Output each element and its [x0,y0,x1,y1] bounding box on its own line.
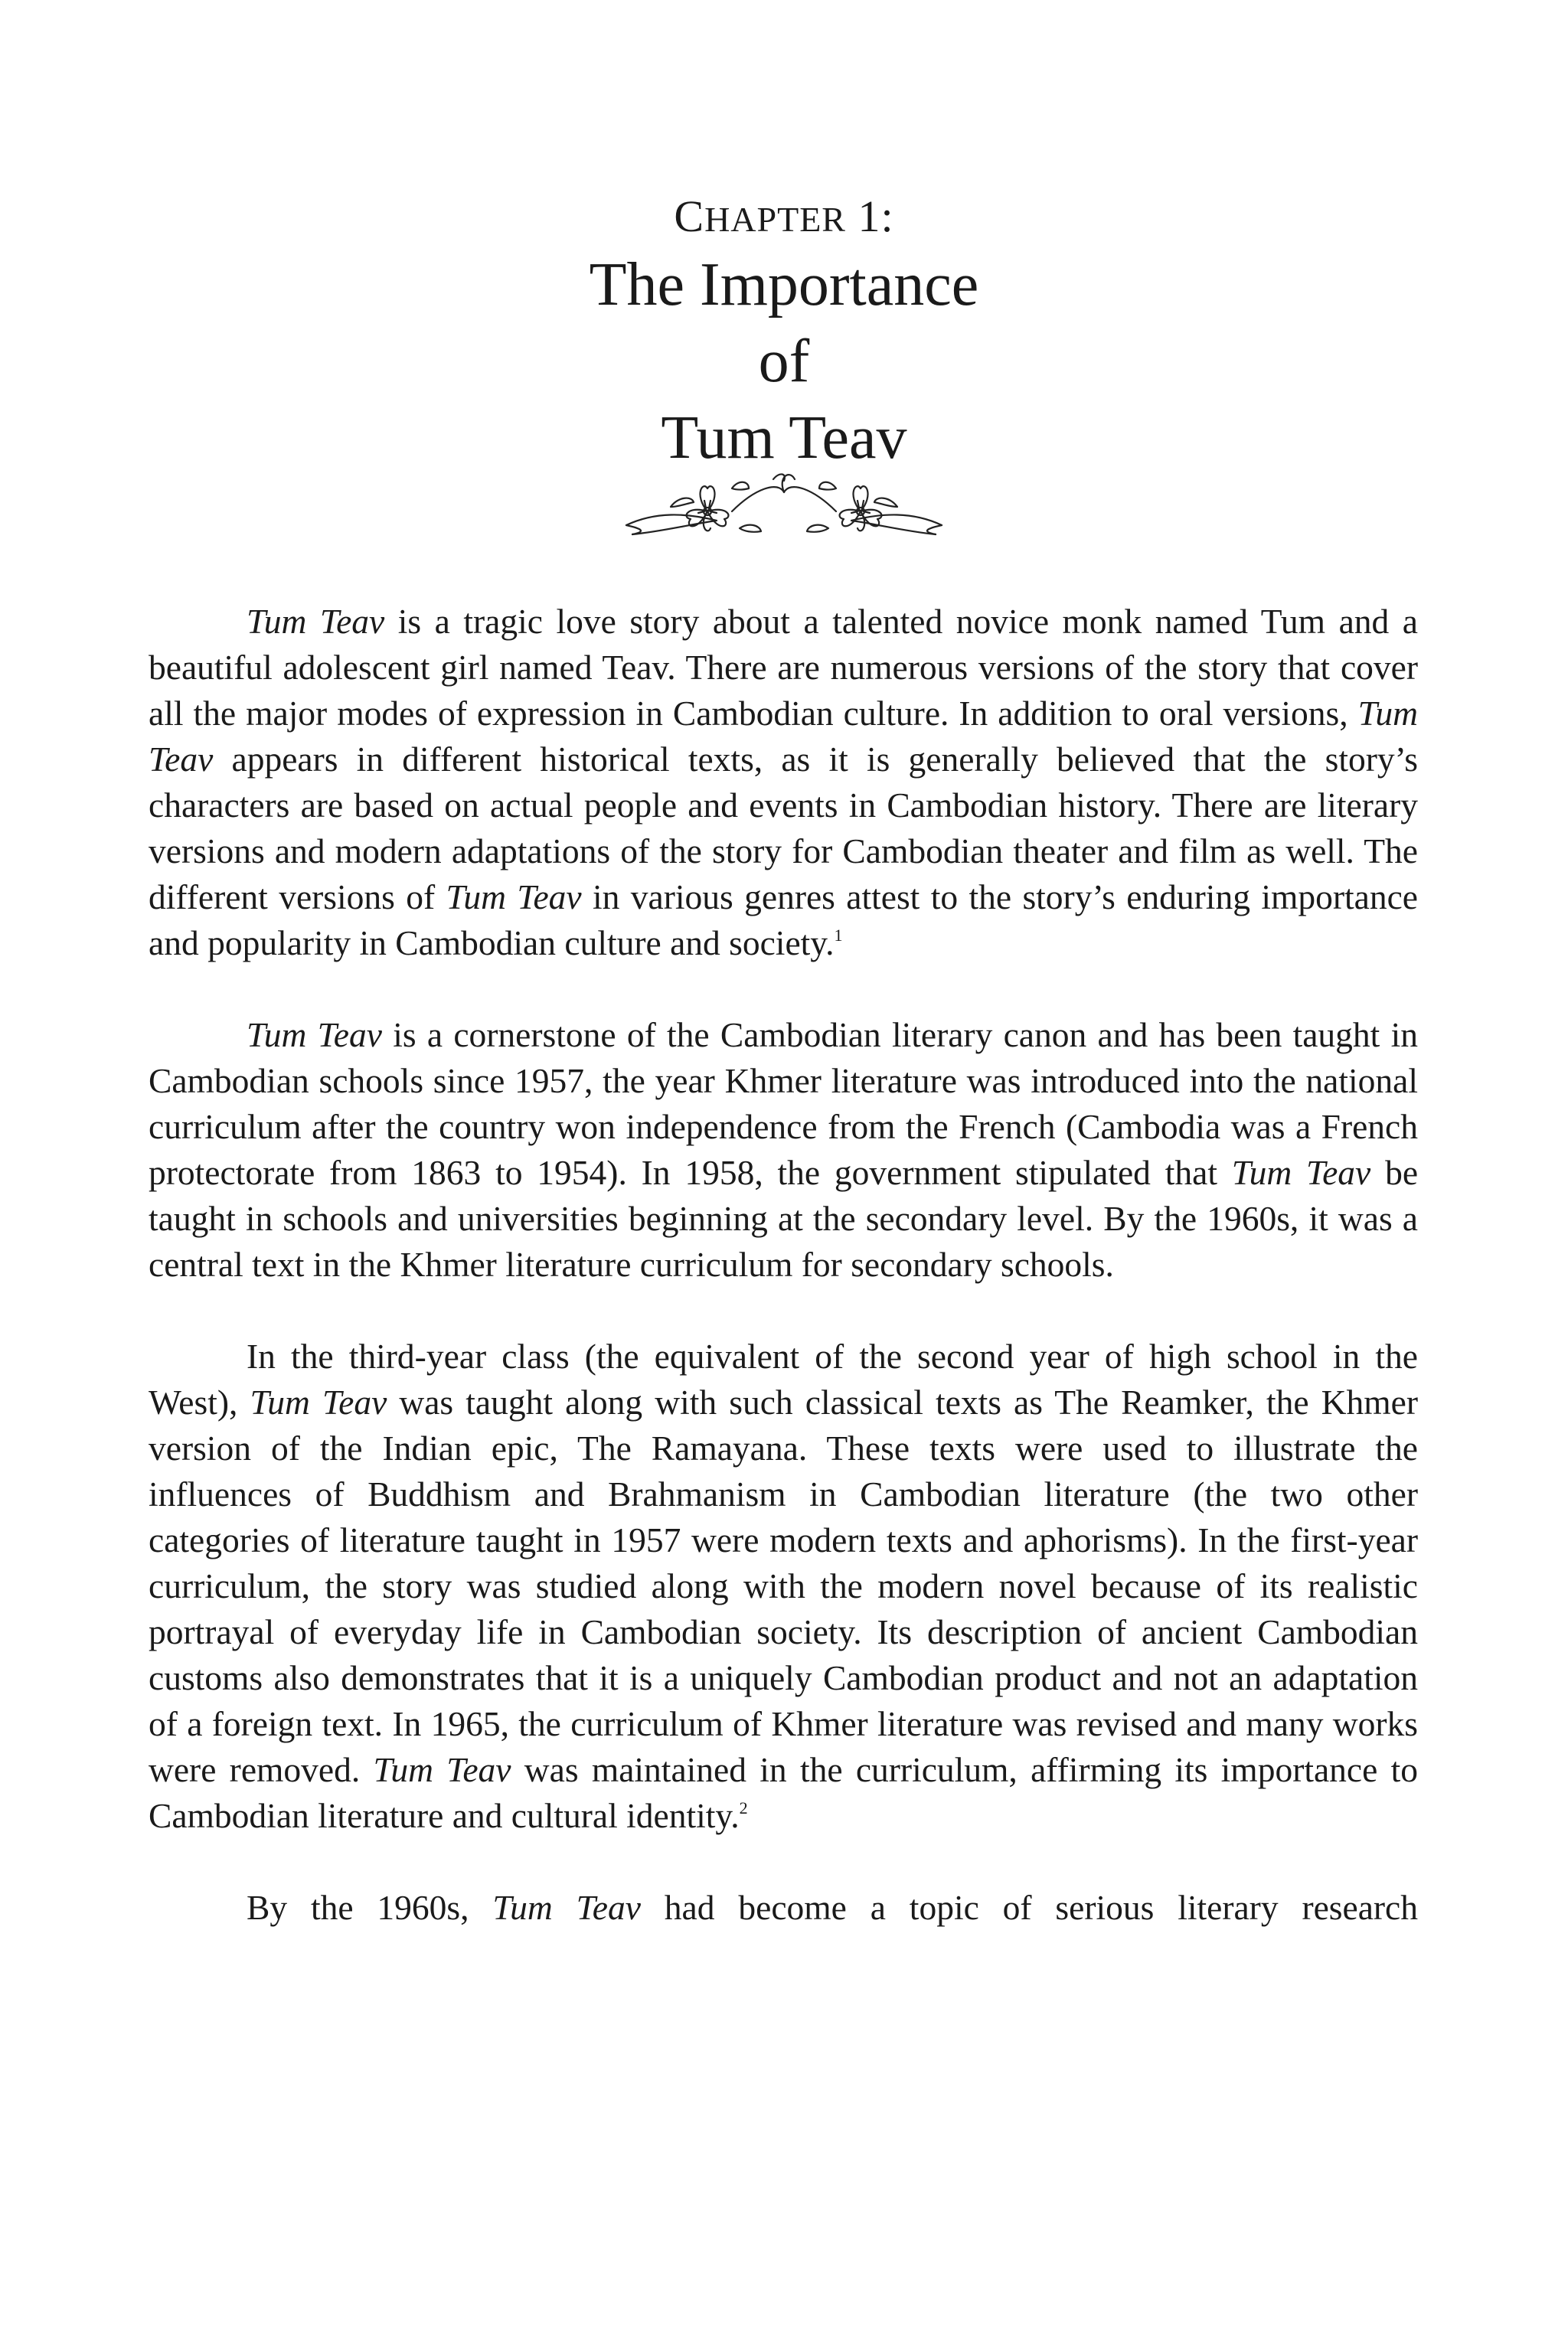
chapter-label [0,190,1568,247]
italic-title: Tum Teav [250,1383,387,1422]
floral-ornament-icon [617,458,951,548]
paragraph-text: be taught in schools and universities beginning at the secondary level. By the 1960s, it was a central text in the Khmer literature curriculum for secondary schools. [149,1153,1419,1284]
chapter-label-initial: C [674,191,705,241]
paragraph-text: is a cornerstone of the Cambodian literary canon and has been taught in Cambodian schools since 1957, the year Khmer literature was introduced into the national curriculum after the country won independence from the French (Cambodia was a French protectorate from 1863 to 1954). In 1958, the government stipulated that [149,1015,1418,1192]
paragraph-text: appears in different historical texts, as it is generally believed that the story’s characters are based on actual people and events in Cambodian history. There are literary versions and modern adaptations of the story for Cambodian theater and film as well. The different versions of [149,740,1418,916]
paragraph [149,599,1418,966]
italic-title: Tum Teav [1231,1153,1371,1192]
paragraph [149,1334,1418,1839]
italic-title: Tum Teav [247,1015,382,1054]
paragraph-text: is a tragic love story about a talented novice monk named Tum and a beautiful adolescent girl named Teav. There are numerous versions of the story that cover all the major modes of expression in Cambodian culture. In addition to oral versions, [149,602,1418,733]
italic-title: Tum Teav [373,1750,511,1789]
paragraph-text: in various genres attest to the story’s enduring importance and popularity in Cambodian culture and society. [149,877,1418,962]
chapter-title-line-2: of [758,328,810,395]
paragraph [149,1012,1418,1288]
chapter-title [0,247,1568,476]
italic-title: Tum Teav [446,877,582,916]
paragraph [149,1885,1418,1931]
footnote-marker: 2 [739,1798,748,1817]
paragraph-text: In the third-year class (the equivalent of the second year of high school in the West), [149,1337,1418,1422]
body-text [149,599,1418,1931]
footnote-marker: 1 [834,926,843,945]
chapter-number: 1: [858,191,894,241]
chapter-title-line-1: The Importance [589,251,979,318]
paragraph-text: was maintained in the curriculum, affirming its importance to Cambodian literature and cultural identity. [149,1750,1418,1835]
paragraph-text: had become a topic of serious literary research [640,1888,1418,1927]
paragraph-text: By the 1960s, [247,1888,493,1927]
italic-title: Tum Teav [492,1888,641,1927]
italic-title: Tum Teav [149,694,1418,779]
chapter-label-word: HAPTER [704,200,846,239]
paragraph-text: was taught along with such classical texts as The Reamker, the Khmer version of the Indian epic, The Ramayana. These texts were used to illustrate the influences of Buddhism and Brahmanism in Cambodian literature (the two other categories of literature taught in 1957 were modern texts and aphorisms). In the first-year curriculum, the story was studied along with the modern novel because of its realistic portrayal of everyday life in Cambodian society. Its description of ancient Cambodian customs also demonstrates that it is a uniquely Cambodian product and not an adaptation of a foreign text. In 1965, the curriculum of Khmer literature was revised and many works were removed. [149,1383,1419,1789]
chapter-title-line-3: Tum Teav [661,404,907,472]
italic-title: Tum Teav [247,602,385,641]
